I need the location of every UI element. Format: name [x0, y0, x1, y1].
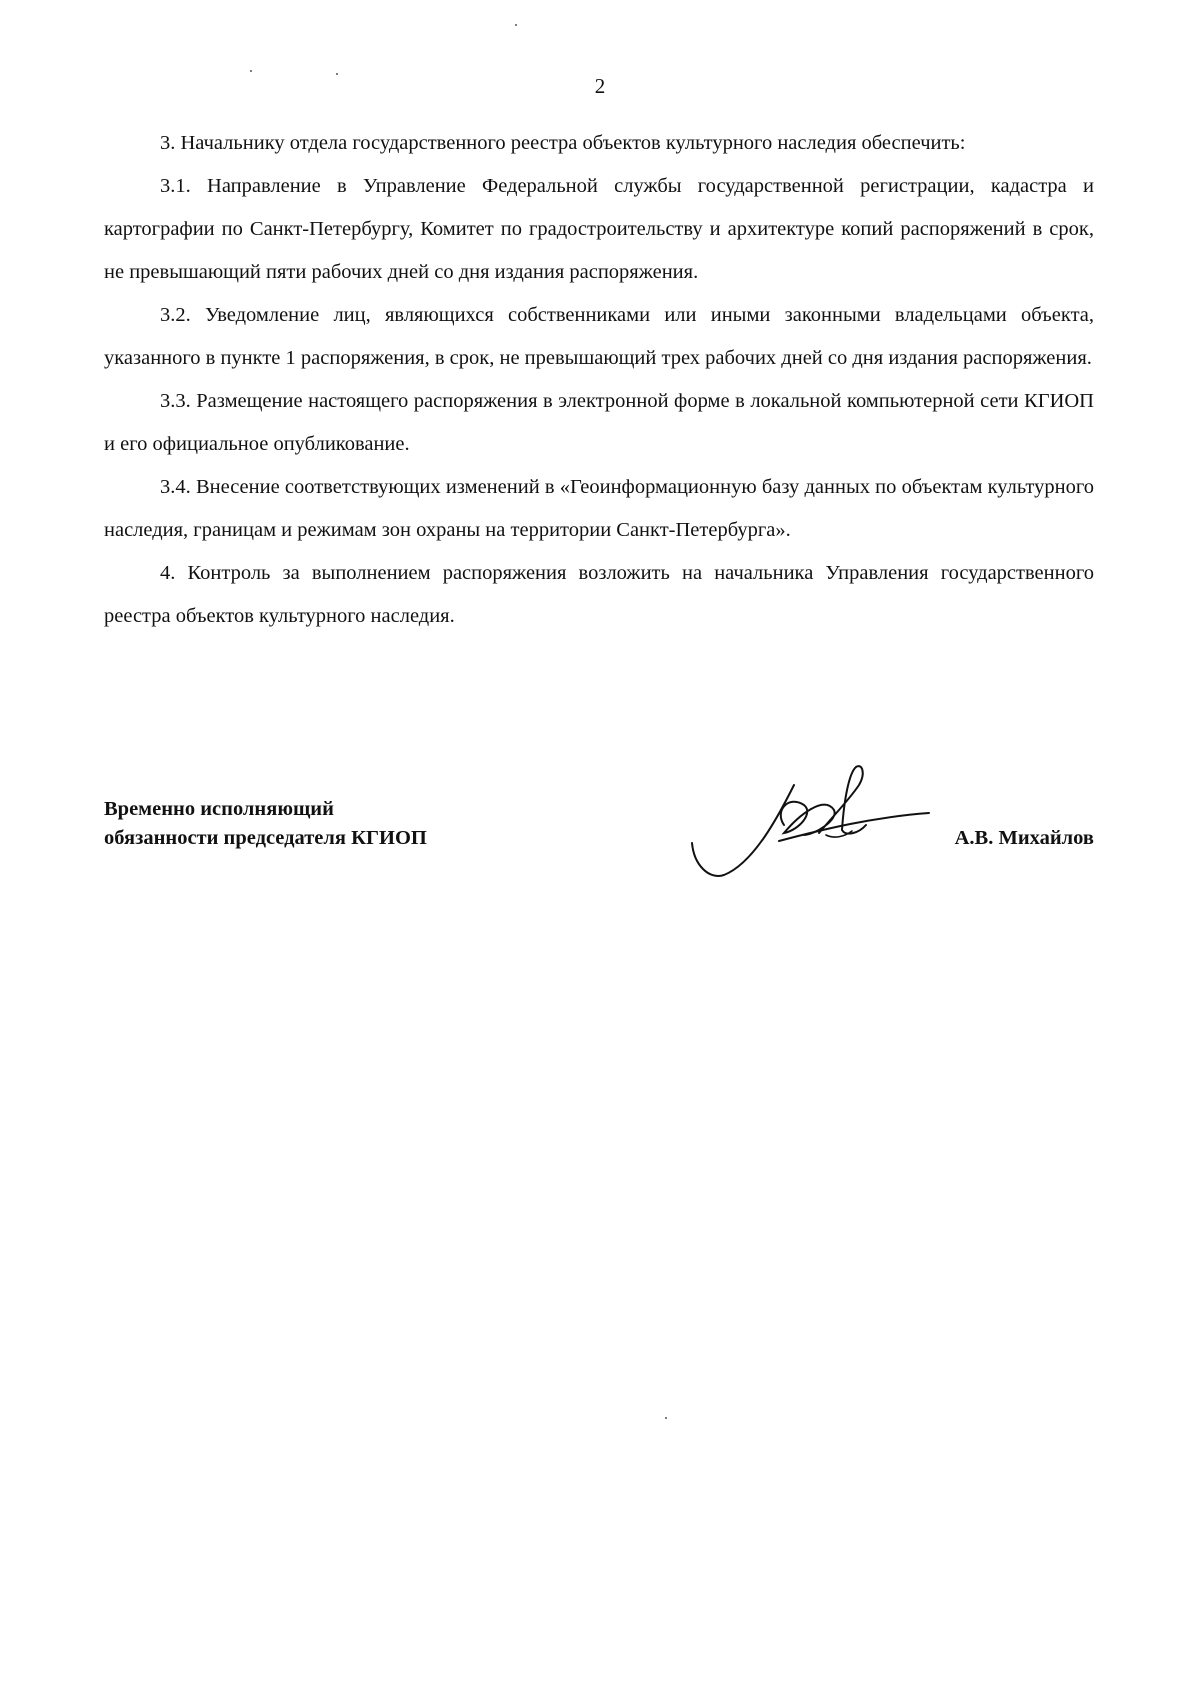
signatory-name: А.В. Михайлов — [954, 827, 1094, 849]
signatory-title-line-1: Временно исполняющий — [104, 798, 334, 820]
signature-block — [104, 795, 1094, 905]
paragraph-3-2: 3.2. Уведомление лиц, являющихся собственниками или иными законными владельцами объекта, указанного в пункте 1 распоряжения, в срок, не превышающий трех рабочих дней со дня издания распоряжения. — [104, 304, 1094, 369]
scan-speck — [665, 1417, 667, 1419]
paragraph-3-1: 3.1. Направление в Управление Федеральной службы государственной регистрации, кадастра и картографии по Санкт-Петербургу, Комитет по градостроительству и архитектуре копий распоряжений в срок, не превышающий пяти рабочих дней со дня издания распоряжения. — [104, 175, 1094, 283]
paragraph-4: 4. Контроль за выполнением распоряжения возложить на начальника Управления государственного реестра объектов культурного наследия. — [104, 562, 1094, 627]
page-number: 2 — [594, 74, 606, 98]
signatory-title — [104, 795, 427, 853]
paragraph-3-3: 3.3. Размещение настоящего распоряжения в электронной форме в локальной компьютерной сети КГИОП и его официальное опубликование. — [104, 390, 1094, 455]
scan-speck — [250, 70, 252, 72]
paragraph-3-4: 3.4. Внесение соответствующих изменений в «Геоинформационную базу данных по объектам культурного наследия, границам и режимам зон охраны на территории Санкт-Петербурга». — [104, 476, 1094, 541]
handwritten-signature-icon — [684, 755, 944, 895]
scan-speck — [515, 24, 517, 26]
signatory-title-line-2: обязанности председателя КГИОП — [104, 827, 427, 849]
paragraph-3: 3. Начальнику отдела государственного реестра объектов культурного наследия обеспечить: — [160, 132, 966, 154]
document-body — [104, 122, 1094, 638]
